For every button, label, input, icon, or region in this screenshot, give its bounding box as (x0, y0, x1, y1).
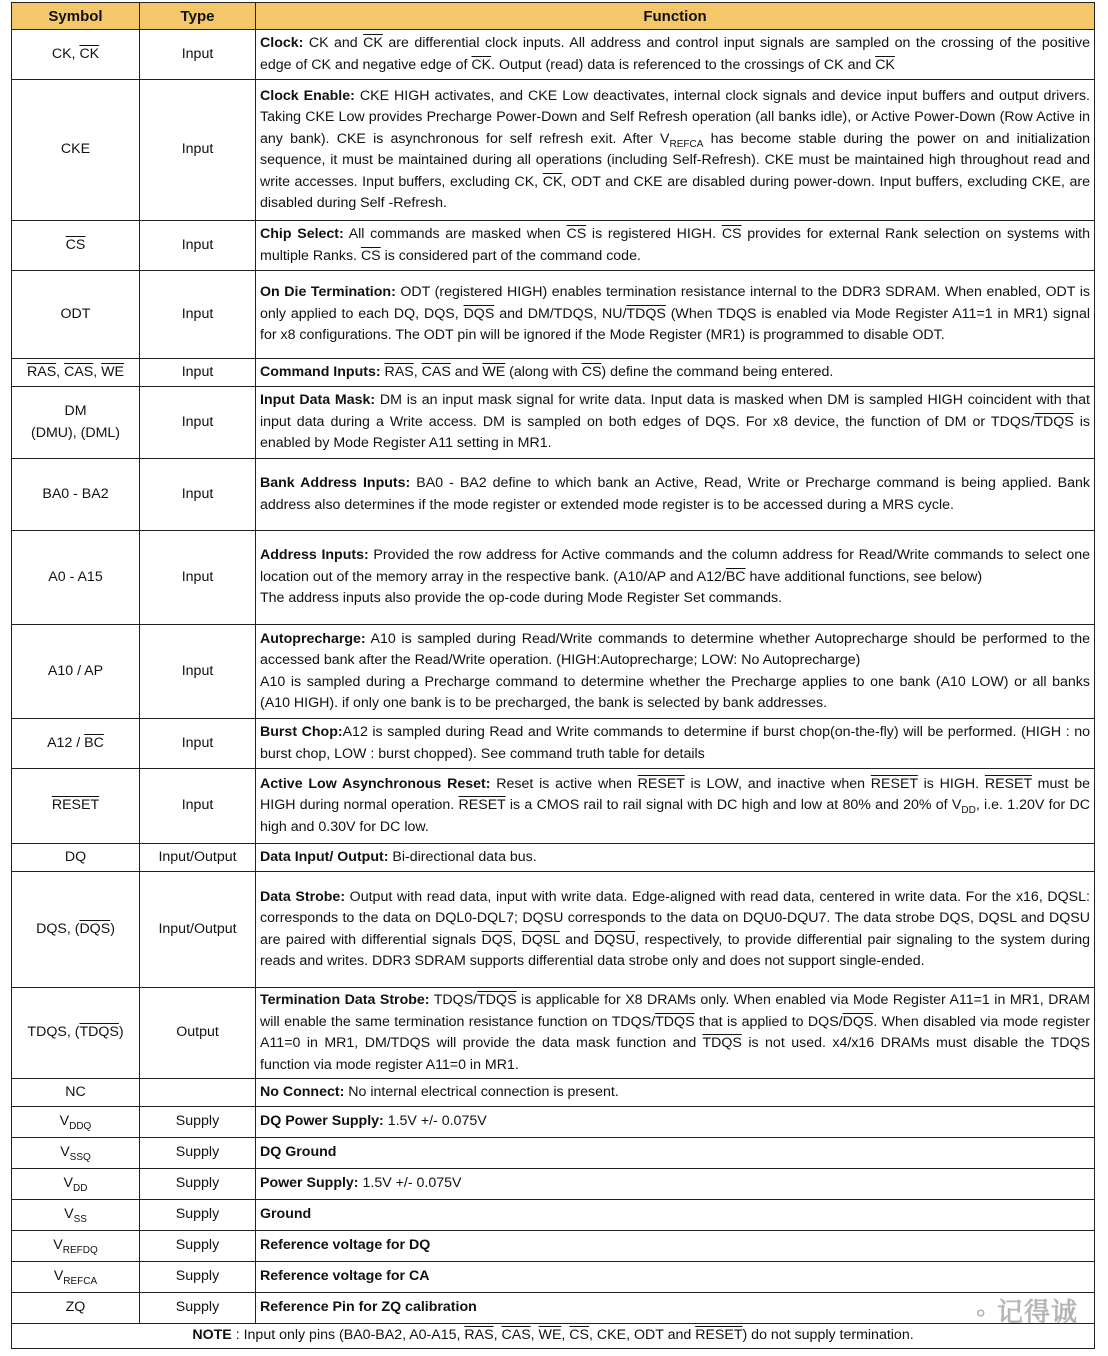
table-header-row (12, 3, 1095, 30)
pin-function: Input Data Mask: DM is an input mask signal for write data. Input data is masked when DM is sampled HIGH coincident with that input data during a Write access. DM is sampled on both edges of DQS. For x8 device, the function of DM or TDQS/TDQS is enabled by Mode Register A11 setting in MR1. (256, 387, 1095, 459)
pin-type: Input (140, 359, 256, 387)
pin-symbol: $V_{SS}$ (12, 1200, 140, 1231)
pin-symbol: BA0 - BA2 (12, 459, 140, 531)
wechat-icon: ⚬ (971, 1301, 991, 1326)
pin-symbol: CK, $\overline{CK}$ (12, 30, 140, 80)
pin-function: Burst Chop:A12 is sampled during Read and Write commands to determine if burst chop(on-the-fly) will be performed. (HIGH : no burst chop, LOW : burst chopped). See command truth table for details (256, 719, 1095, 769)
table-row (12, 625, 1095, 719)
watermark-text: 记得诚 (996, 1297, 1078, 1327)
header-type: Type (140, 3, 256, 30)
pin-type: Input (140, 271, 256, 359)
pin-symbol: $\overline{RAS}$, $\overline{CAS}$, $\overline{WE}$ (12, 359, 140, 387)
pin-function: Ground (256, 1200, 1095, 1231)
pin-function: Chip Select: All commands are masked when $\overline{CS}$ is registered HIGH. $\overline{CS}$ provides for external Rank selection on systems with multiple Ranks. $\overline{CS}$ is considered part of the command code. (256, 221, 1095, 271)
pin-function: Termination Data Strobe: TDQS/TDQS is applicable for X8 DRAMs only. When enabled via Mode Register A11=1 in MR1, DRAM will enable the same termination resistance function on TDQS/TDQS that is applied to DQS/$\overline{DQS}$. When disabled via mode register A11=0 in MR1, DM/TDQS will provide the data mask function and TDQS is not used. x4/x16 DRAMs must disable the TDQS function via mode register A11=0 in MR1. (256, 988, 1095, 1079)
pin-type: Supply (140, 1138, 256, 1169)
pin-function: Active Low Asynchronous Reset: Reset is active when RESET is LOW, and inactive when RESET is HIGH. RESET must be HIGH during normal operation. RESET is a CMOS rail to rail signal with DC high and low at 80% and 20% of $V_{DD}$, i.e. 1.20V for DC high and 0.30V for DC low. (256, 769, 1095, 844)
pin-type: Output (140, 988, 256, 1079)
pin-function: Power Supply: 1.5V +/- 0.075V (256, 1169, 1095, 1200)
pin-type: Supply (140, 1293, 256, 1324)
pin-type: Input (140, 769, 256, 844)
pin-symbol: $A12 / \overline{BC}$ (12, 719, 140, 769)
pin-symbol: RESET (12, 769, 140, 844)
pin-type: Input (140, 387, 256, 459)
pin-symbol: ODT (12, 271, 140, 359)
pin-function: DQ Ground (256, 1138, 1095, 1169)
pin-symbol: DQS, $(\overline{DQS})$ (12, 872, 140, 988)
table-row (12, 988, 1095, 1079)
pin-function: Reference voltage for DQ (256, 1231, 1095, 1262)
pin-type (140, 1079, 256, 1107)
pin-type: Supply (140, 1231, 256, 1262)
pin-description-table (11, 2, 1095, 1349)
pin-symbol: DM (DMU), (DML) (12, 387, 140, 459)
pin-symbol: DQ (12, 844, 140, 872)
pin-type: Supply (140, 1169, 256, 1200)
pin-type: Supply (140, 1200, 256, 1231)
header-function: Function (256, 3, 1095, 30)
table-row (12, 1079, 1095, 1107)
table-row (12, 531, 1095, 625)
pin-function: Data Input/ Output: Bi-directional data bus. (256, 844, 1095, 872)
pin-function: Address Inputs: Provided the row address for Active commands and the column address for Read/Write commands to select one location out of the memory array in the respective bank. (A10/AP and $A12/\overline{BC}$ have additional functions, see below) The address inputs also provide the op-code during Mode Register Set commands. (256, 531, 1095, 625)
table-row (12, 1293, 1095, 1324)
pin-function: DQ Power Supply: 1.5V +/- 0.075V (256, 1107, 1095, 1138)
pin-function: Clock: CK and $\overline{CK}$ are differential clock inputs. All address and control input signals are sampled on the crossing of the positive edge of CK and negative edge of $\overline{CK}$. Output (read) data is referenced to the crossings of CK and $\overline{CK}$ (256, 30, 1095, 80)
table-row (12, 1138, 1095, 1169)
table-row (12, 80, 1095, 221)
pin-type: Input (140, 459, 256, 531)
pin-symbol: $V_{SSQ}$ (12, 1138, 140, 1169)
table-row (12, 359, 1095, 387)
pin-type: Input (140, 719, 256, 769)
table-row (12, 459, 1095, 531)
pin-function: Data Strobe: Output with read data, input with write data. Edge-aligned with read data, centered in write data. For the x16, DQSL: corresponds to the data on DQL0-DQL7; DQSU corresponds to the data on DQU0-DQU7. The data strobe DQS, DQSL and DQSU are paired with differential signals $\overline{DQS}$, DQSL and DQSU, respectively, to provide differential pair signaling to the system during reads and writes. DDR3 SDRAM supports differential data strobe only and does not support single-ended. (256, 872, 1095, 988)
pin-type: Input (140, 625, 256, 719)
pin-symbol: TDQS, (TDQS) (12, 988, 140, 1079)
table-row (12, 1107, 1095, 1138)
pin-function: No Connect: No internal electrical connection is present. (256, 1079, 1095, 1107)
note-row (12, 1324, 1095, 1349)
pin-symbol: $\overline{CS}$ (12, 221, 140, 271)
table-row (12, 872, 1095, 988)
table-row (12, 30, 1095, 80)
pin-symbol: $V_{REFDQ}$ (12, 1231, 140, 1262)
pin-function: Clock Enable: CKE HIGH activates, and CKE Low deactivates, internal clock signals and device input buffers and output drivers. Taking CKE Low provides Precharge Power-Down and Self Refresh operation (all banks idle), or Active Power-Down (Row Active in any bank). CKE is asynchronous for self refresh exit. After $V_{REFCA}$ has become stable during the power on and initialization sequence, it must be maintained during all operations (including Self-Refresh). CKE must be maintained high throughout read and write accesses. Input buffers, excluding CK, $\overline{CK}$, ODT and CKE are disabled during power-down. Input buffers, excluding CKE, are disabled during Self -Refresh. (256, 80, 1095, 221)
table-row (12, 271, 1095, 359)
pin-symbol: $V_{DDQ}$ (12, 1107, 140, 1138)
table-row (12, 1231, 1095, 1262)
header-symbol: Symbol (12, 3, 140, 30)
table-row (12, 1200, 1095, 1231)
pin-type: Supply (140, 1262, 256, 1293)
table-row (12, 387, 1095, 459)
table-row (12, 719, 1095, 769)
pin-type: Input/Output (140, 844, 256, 872)
pin-type: Input (140, 80, 256, 221)
pin-symbol: A10 / AP (12, 625, 140, 719)
pin-symbol: A0 - A15 (12, 531, 140, 625)
pin-function: Reference voltage for CA (256, 1262, 1095, 1293)
table-row (12, 221, 1095, 271)
pin-function: Bank Address Inputs: BA0 - BA2 define to which bank an Active, Read, Write or Precharge command is being applied. Bank address also determines if the mode register or extended mode register is to be accessed during a MRS cycle. (256, 459, 1095, 531)
pin-type: Supply (140, 1107, 256, 1138)
pin-type: Input (140, 531, 256, 625)
pin-symbol: ZQ (12, 1293, 140, 1324)
pin-type: Input/Output (140, 872, 256, 988)
pin-rows (12, 30, 1095, 1324)
table-row (12, 844, 1095, 872)
table-row (12, 1262, 1095, 1293)
note-text: NOTE : Input only pins (BA0-BA2, A0-A15, $\overline{RAS}$, $\overline{CAS}$, $\overline{WE}$, $\overline{CS}$, CKE, ODT and RESET) do not supply termination. (12, 1324, 1095, 1349)
table-row (12, 769, 1095, 844)
pin-function: Command Inputs: $\overline{RAS}$, $\overline{CAS}$ and $\overline{WE}$ (along with $\overline{CS}$) define the command being entered. (256, 359, 1095, 387)
pin-symbol: $V_{DD}$ (12, 1169, 140, 1200)
table-row (12, 1169, 1095, 1200)
pin-symbol: $V_{REFCA}$ (12, 1262, 140, 1293)
pin-symbol: NC (12, 1079, 140, 1107)
pin-type: Input (140, 30, 256, 80)
pin-function: Autoprecharge: A10 is sampled during Read/Write commands to determine whether Autoprecharge should be performed to the accessed bank after the Read/Write operation. (HIGH:Autoprecharge; LOW: No Autoprecharge) A10 is sampled during a Precharge command to determine whether the Precharge applies to one bank (A10 LOW) or all banks (A10 HIGH). if only one bank is to be precharged, the bank is selected by bank addresses. (256, 625, 1095, 719)
pin-function: On Die Termination: ODT (registered HIGH) enables termination resistance internal to the DDR3 SDRAM. When enabled, ODT is only applied to each DQ, DQS, $\overline{DQS}$ and DM/TDQS, NU/TDQS (When TDQS is enabled via Mode Register A11=1 in MR1) signal for x8 configurations. The ODT pin will be ignored if the Mode Register (MR1) is programmed to disable ODT. (256, 271, 1095, 359)
pin-function: Reference Pin for ZQ calibration (256, 1293, 1095, 1324)
pin-symbol: CKE (12, 80, 140, 221)
pin-type: Input (140, 221, 256, 271)
